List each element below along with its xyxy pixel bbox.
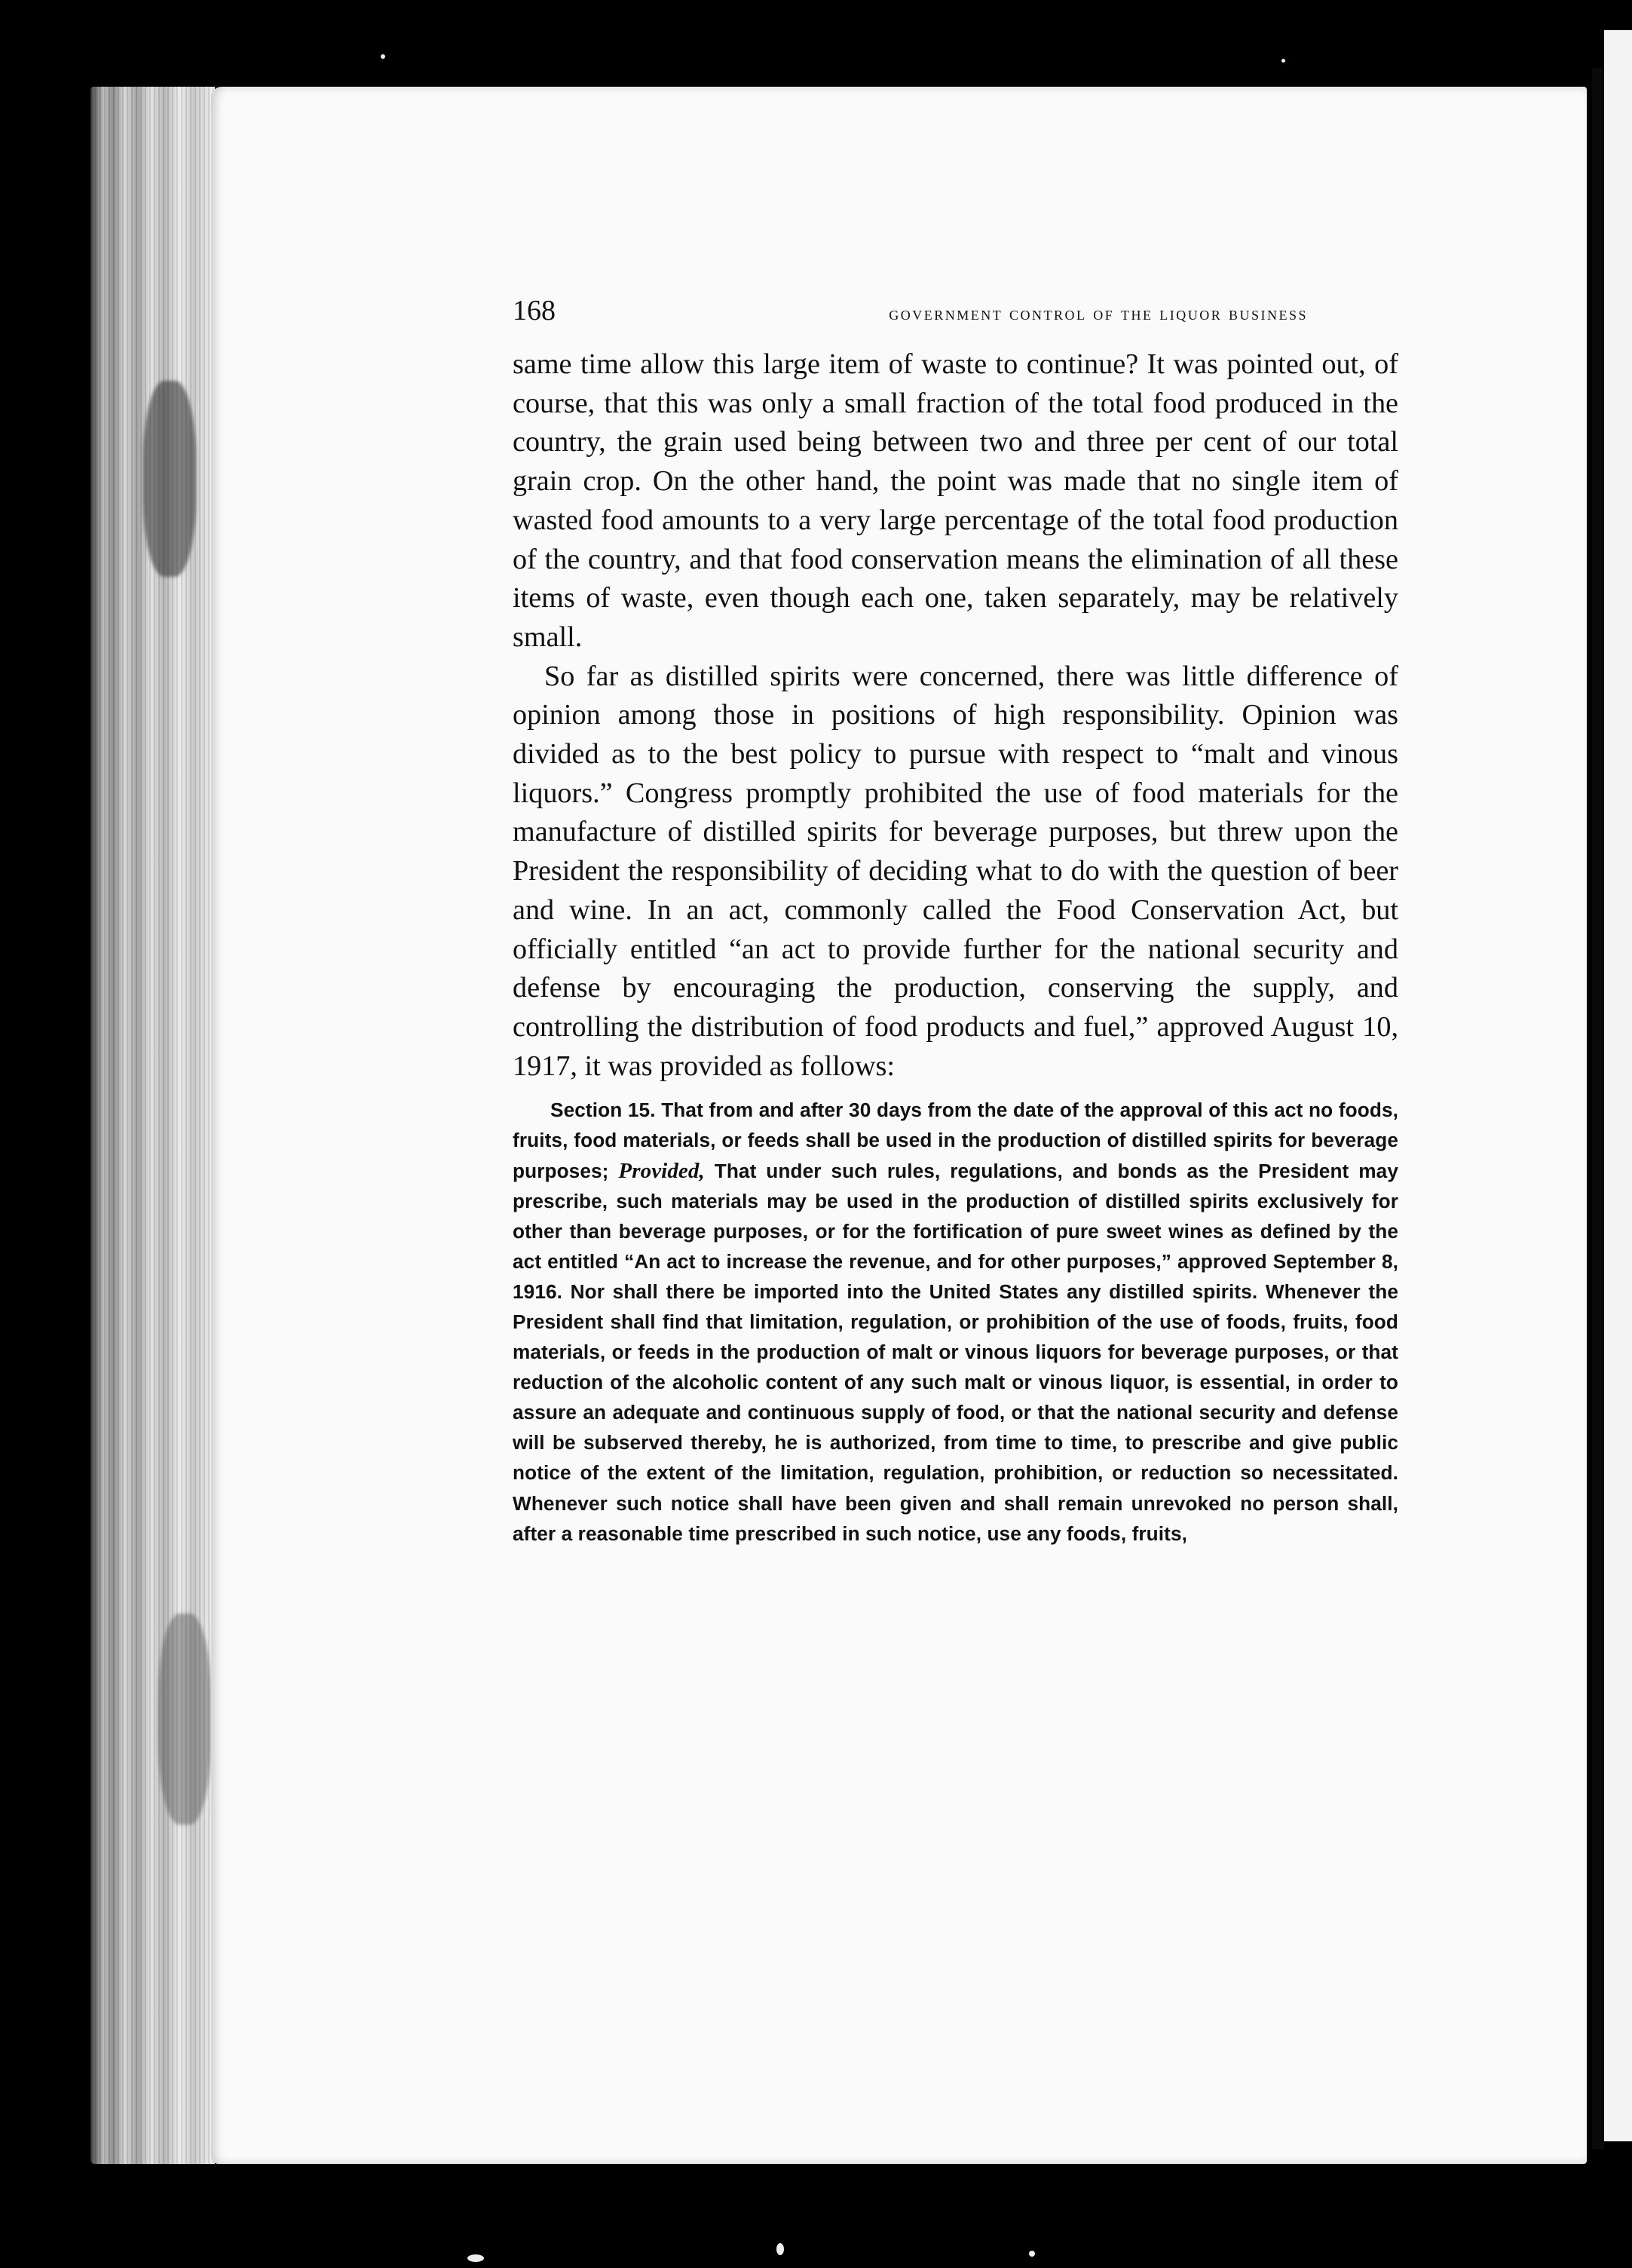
- scan-speck: [467, 2254, 484, 2262]
- block-quote-statute: [513, 1095, 1398, 1548]
- running-head: [513, 294, 1308, 332]
- scan-speck: [1029, 2251, 1035, 2257]
- statute-text-part: Section 15. That from and after 30 days from the date of the approval of this act no foods, fruits, food materials, or feeds shall be used in the production of distilled spirits for beverage purposes;: [513, 1099, 1398, 1182]
- paragraph: So far as distilled spirits were concerned, there was little difference of opinion among those in positions of high responsibility. Opinion was divided as to the best policy to pursue with respect to “malt and vinous liquors.” Congress promptly prohibited the use of food materials for the manufacture of distilled spirits for beverage purposes, but threw upon the President the responsibility of deciding what to do with the question of beer and wine. In an act, commonly called the Food Conservation Act, but officially entitled “an act to provide further for the national security and defense by encouraging the production, conserving the supply, and controlling the distribution of food products and fuel,” approved August 10, 1917, it was provided as follows:: [513, 660, 1398, 1082]
- page-content: [513, 294, 1398, 1549]
- scan-speck: [776, 2243, 784, 2255]
- body-text: [513, 345, 1398, 1086]
- scan-speck: [1281, 59, 1285, 63]
- statute-text-part: That under such rules, regulations, and bonds as the President may prescribe, such materials may be used in the production of distilled spirits exclusively for other than beverage purposes, or for the fortification of pure sweet wines as defined by the act entitled “An act to increase the revenue, and for other purposes,” approved September 8, 1916. Nor shall there be imported into the United States any distilled spirits. Whenever the President shall find that limitation, regulation, or prohibition of the use of foods, fruits, food materials, or feeds in the production of malt or vinous liquors for beverage purposes, or that reduction of the alcoholic content of any such malt or vinous liquor, is essential, in order to assure an adequate and continuous supply of food, or that the national security and defense will be subserved thereby, he is authorized, from time to time, to prescribe and give public notice of the extent of the limitation, regulation, prohibition, or reduction so necessitated. Whenever such notice shall have been given and shall remain unrevoked no person shall, after a reasonable time prescribed in such notice, use any foods, fruits,: [513, 1159, 1398, 1545]
- next-page-edge: [1604, 30, 1632, 2141]
- margin-stain: [158, 1614, 211, 1825]
- paragraph: same time allow this large item of waste to continue? It was pointed out, of course, that this was only a small fraction of the total food produced in the country, the grain used being between two and three per cent of our total grain crop. On the other hand, the point was made that no single item of wasted food amounts to a very large percentage of the total food production of the country, and that food conservation means the elimination of all these items of waste, even though each one, taken separately, may be relatively small.: [513, 348, 1398, 653]
- statute-emphasis: Provided,: [618, 1158, 705, 1183]
- page-number: 168: [513, 295, 556, 326]
- scan-speck: [381, 54, 385, 59]
- margin-stain: [143, 381, 196, 577]
- page-gutter: [1592, 68, 1604, 2149]
- statute-text: [513, 1095, 1398, 1548]
- running-title: government control of the liquor business: [889, 304, 1308, 324]
